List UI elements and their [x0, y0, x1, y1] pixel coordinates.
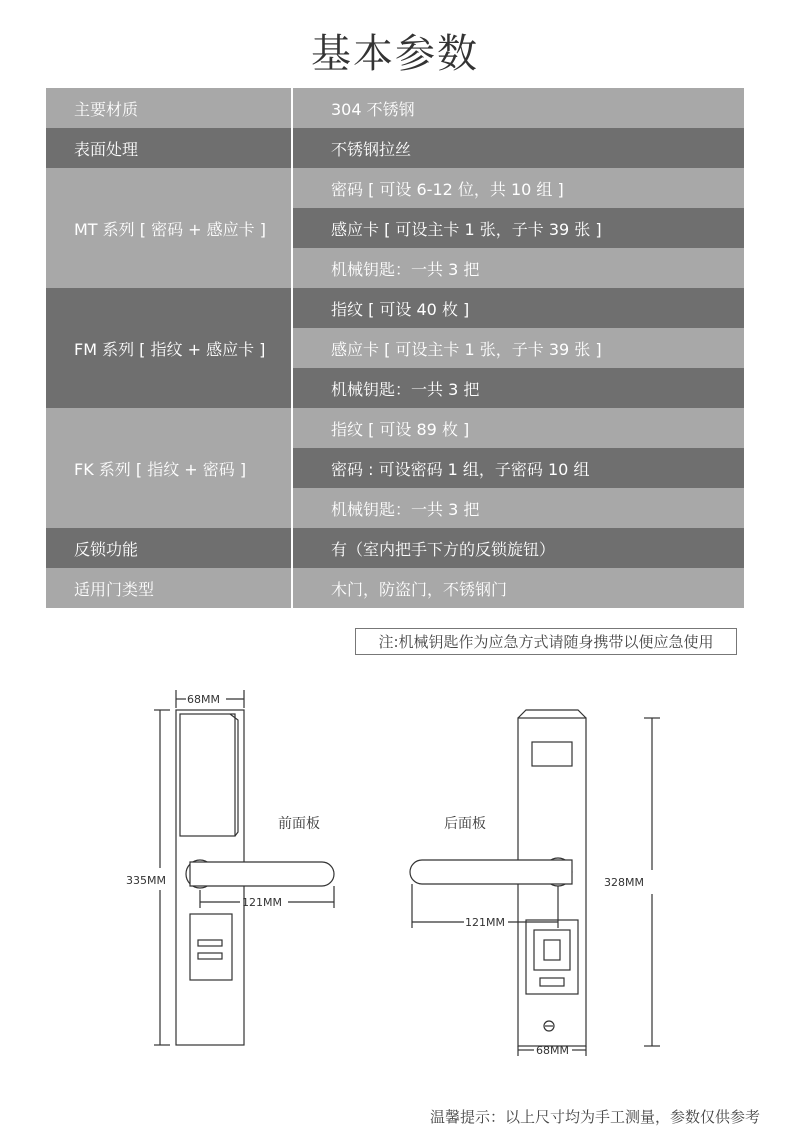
group-item: 机械钥匙：一共 3 把 [293, 488, 744, 528]
row-value: 不锈钢拉丝 [293, 128, 744, 168]
group-label: FM 系列 [ 指纹 + 感应卡 ] [46, 288, 293, 408]
front-screen [180, 714, 235, 836]
note-box: 注:机械钥匙作为应急方式请随身携带以便应急使用 [355, 628, 737, 655]
row-value: 有（室内把手下方的反锁旋钮） [293, 528, 744, 568]
group-item: 机械钥匙：一共 3 把 [293, 368, 744, 408]
row-label: 适用门类型 [46, 568, 293, 608]
group-item: 密码 [ 可设 6-12 位，共 10 组 ] [293, 168, 744, 208]
front-handle-length-label: 121MM [242, 896, 282, 909]
row-label: 反锁功能 [46, 528, 293, 568]
group-item: 指纹 [ 可设 89 枚 ] [293, 408, 744, 448]
group-item: 机械钥匙：一共 3 把 [293, 248, 744, 288]
group-item: 密码 : 可设密码 1 组，子密码 10 组 [293, 448, 744, 488]
group-item: 感应卡 [ 可设主卡 1 张，子卡 39 张 ] [293, 208, 744, 248]
front-card-reader [190, 914, 232, 980]
front-handle [190, 862, 334, 886]
back-handle-length-label: 121MM [465, 916, 505, 929]
back-window [532, 742, 572, 766]
page-title: 基本参数 [311, 31, 479, 77]
back-panel-label: 后面板 [444, 816, 486, 832]
footer-note: 温馨提示：以上尺寸均为手工测量，参数仅供参考 [429, 1108, 760, 1126]
group-label: FK 系列 [ 指纹 + 密码 ] [46, 408, 293, 528]
back-handle [410, 860, 572, 884]
row-value: 木门，防盗门，不锈钢门 [293, 568, 744, 608]
back-width-label: 68MM [536, 1044, 569, 1057]
row-label: 表面处理 [46, 128, 293, 168]
group-label: MT 系列 [ 密码 + 感应卡 ] [46, 168, 293, 288]
group-item: 指纹 [ 可设 40 枚 ] [293, 288, 744, 328]
front-panel-label: 前面板 [278, 816, 320, 832]
front-width-label: 68MM [187, 693, 220, 706]
row-value: 304 不锈钢 [293, 88, 744, 128]
front-height-label: 335MM [126, 874, 166, 887]
group-item: 感应卡 [ 可设主卡 1 张，子卡 39 张 ] [293, 328, 744, 368]
back-height-label: 328MM [604, 876, 644, 889]
row-label: 主要材质 [46, 88, 293, 128]
